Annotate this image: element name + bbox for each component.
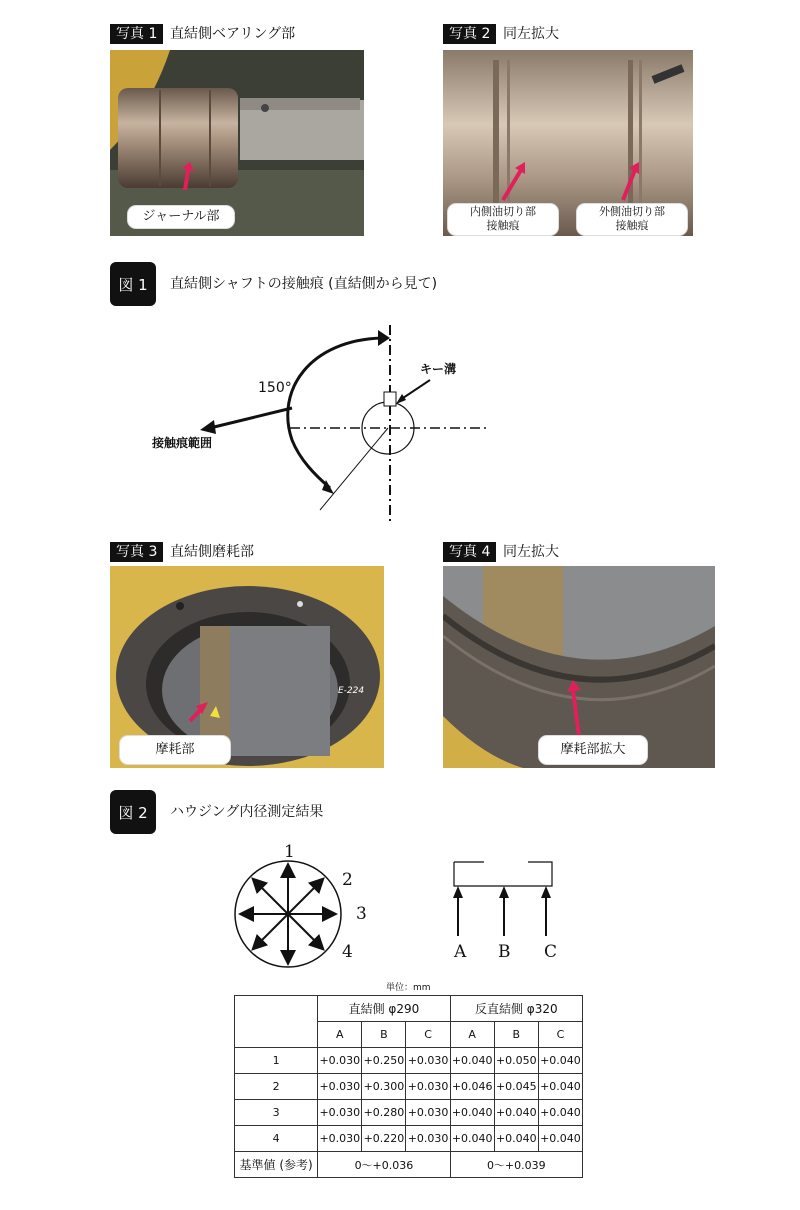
photo3-image [110, 566, 384, 768]
table-cell: +0.030 [406, 1126, 450, 1152]
table-row [235, 1100, 583, 1126]
photo4-caption: 同左拡大 [503, 544, 559, 560]
table-sub-header: B [494, 1022, 538, 1048]
table-cell: +0.030 [318, 1074, 362, 1100]
fig2-caption: ハウジング内径測定結果 [170, 804, 324, 820]
fig2-tag: 図 2 [110, 790, 156, 834]
photo3-tag: 写真 3 [110, 542, 163, 562]
photo2-tag: 写真 2 [443, 24, 496, 44]
fig2-dir-label-3: 3 [356, 904, 367, 924]
table-cell: +0.040 [450, 1048, 494, 1074]
photo3-mark: E-224 [338, 686, 365, 696]
table-cell: +0.040 [494, 1126, 538, 1152]
fig1-tag: 図 1 [110, 262, 156, 306]
fig2-pos-label-a: A [454, 942, 467, 962]
table-row [235, 1048, 583, 1074]
fig2-direction-diagram [226, 842, 376, 970]
fig2-dir-label-4: 4 [342, 942, 353, 962]
table-cell: +0.046 [450, 1074, 494, 1100]
photo3-caption: 直結側磨耗部 [170, 544, 254, 560]
table-cell: +0.040 [538, 1100, 582, 1126]
measurement-table [234, 995, 583, 1178]
table-row-label: 3 [235, 1100, 318, 1126]
fig1-diagram [130, 320, 510, 530]
table-group-header-row [235, 996, 583, 1022]
table-row-label: 4 [235, 1126, 318, 1152]
table-cell: +0.040 [450, 1126, 494, 1152]
table-cell: +0.030 [406, 1048, 450, 1074]
table-group-header: 直結側 φ290 [318, 996, 450, 1022]
table-cell: +0.050 [494, 1048, 538, 1074]
table-reference-row [235, 1152, 583, 1178]
table-sub-header: C [406, 1022, 450, 1048]
table-row [235, 1074, 583, 1100]
fig2-pos-label-c: C [544, 942, 558, 962]
table-cell: +0.040 [450, 1100, 494, 1126]
photo1-tag: 写真 1 [110, 24, 163, 44]
fig2-position-diagram [444, 856, 564, 940]
table-cell: +0.030 [406, 1074, 450, 1100]
table-cell: +0.040 [538, 1126, 582, 1152]
table-group-header: 反直結側 φ320 [450, 996, 582, 1022]
table-row [235, 1126, 583, 1152]
table-cell: +0.030 [318, 1100, 362, 1126]
photo2-label-right [577, 204, 687, 235]
table-ref-value: 0〜+0.036 [318, 1152, 450, 1178]
photo4-tag: 写真 4 [443, 542, 496, 562]
photo1-image [110, 50, 364, 236]
table-sub-header: C [538, 1022, 582, 1048]
photo2-label-left-line2: 接触痕 [486, 219, 520, 232]
fig2-dir-label-2: 2 [342, 870, 353, 890]
fig1-angle-label: 150° [258, 380, 292, 396]
table-cell: +0.040 [538, 1048, 582, 1074]
fig1-range-label: 接触痕範囲 [152, 436, 213, 450]
table-ref-value: 0〜+0.039 [450, 1152, 582, 1178]
table-sub-header: A [318, 1022, 362, 1048]
photo2-caption: 同左拡大 [503, 26, 559, 42]
photo2-label-right-line2: 接触痕 [615, 219, 649, 232]
table-sub-header: B [362, 1022, 406, 1048]
table-corner-cell [235, 996, 318, 1048]
fig1-caption: 直結側シャフトの接触痕 (直結側から見て) [170, 276, 438, 292]
table-unit: 単位：mm [386, 983, 431, 993]
photo2-image [443, 50, 693, 236]
photo2-label-right-line1: 外側油切り部 [599, 205, 665, 218]
table-cell: +0.030 [406, 1100, 450, 1126]
table-cell: +0.030 [318, 1048, 362, 1074]
table-row-label: 1 [235, 1048, 318, 1074]
table-cell: +0.040 [494, 1100, 538, 1126]
photo2-label-left [448, 204, 558, 235]
fig1-key-label: キー溝 [420, 362, 457, 376]
photo3-label: 摩耗部 [120, 736, 230, 764]
table-cell: +0.300 [362, 1074, 406, 1100]
table-cell: +0.250 [362, 1048, 406, 1074]
table-row-label: 2 [235, 1074, 318, 1100]
fig2-pos-label-b: B [498, 942, 511, 962]
table-cell: +0.045 [494, 1074, 538, 1100]
table-cell: +0.280 [362, 1100, 406, 1126]
photo1-label: ジャーナル部 [128, 206, 234, 228]
table-cell: +0.220 [362, 1126, 406, 1152]
table-sub-header: A [450, 1022, 494, 1048]
table-cell: +0.030 [318, 1126, 362, 1152]
photo4-image [443, 566, 715, 768]
photo2-label-left-line1: 内側油切り部 [470, 205, 536, 218]
photo4-label: 摩耗部拡大 [539, 736, 647, 764]
table-cell: +0.040 [538, 1074, 582, 1100]
photo1-caption: 直結側ベアリング部 [170, 26, 296, 42]
fig2-dir-label-1: 1 [284, 842, 295, 862]
table-ref-label: 基準値 (参考) [235, 1152, 318, 1178]
